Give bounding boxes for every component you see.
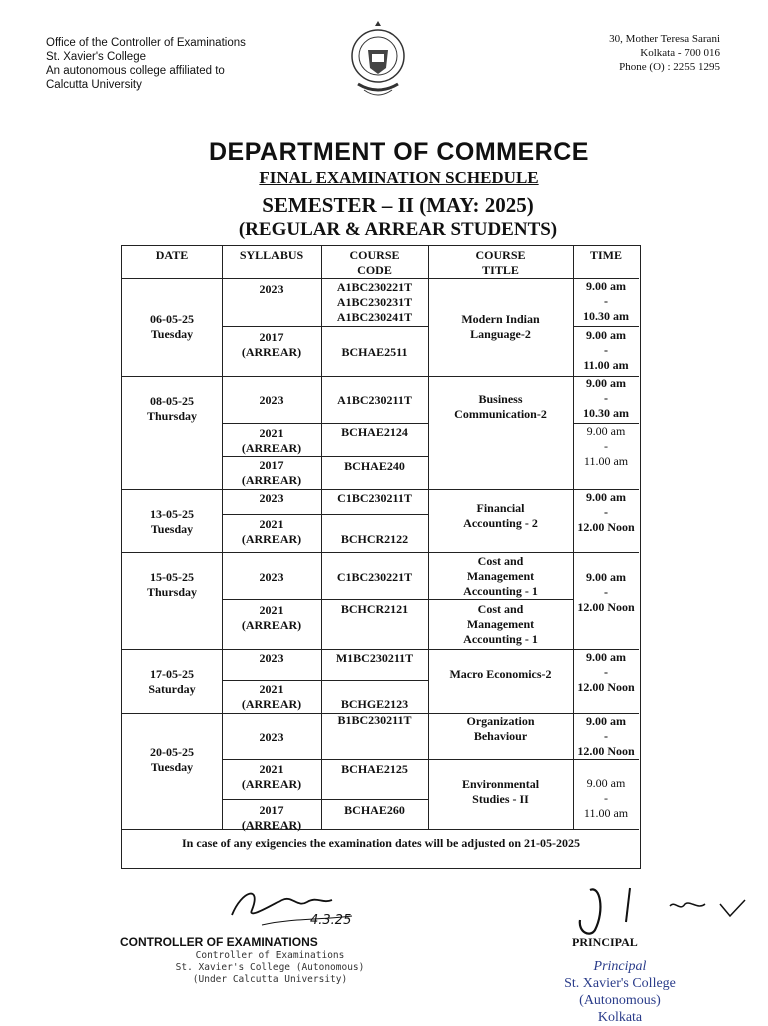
row-time: 9.00 am - 11.00 am [583, 328, 629, 372]
row-divider [122, 376, 639, 377]
svg-text:4.3.25: 4.3.25 [310, 913, 352, 928]
office-block [46, 36, 246, 92]
row-course-code: M1BC230211T [335, 651, 414, 665]
row-syllabus: 2023 [259, 393, 284, 407]
row-divider [122, 829, 639, 830]
row-divider [122, 649, 639, 650]
controller-stamp-line: Controller of Examinations [195, 950, 345, 961]
row-syllabus: 2023 [259, 491, 284, 505]
principal-stamp [520, 958, 720, 1026]
row-course-code: BCHAE2125 [341, 762, 408, 776]
row-syllabus: 2017 (ARREAR) [241, 458, 302, 487]
address-block [500, 32, 720, 74]
header-syllabus: SYLLABUS [239, 248, 304, 262]
row-course-code: BCHCR2121 [340, 602, 409, 616]
row-date: 15-05-25 Thursday [146, 570, 198, 599]
row-course-title: Modern Indian Language-2 [461, 312, 540, 341]
row-syllabus: 2021 (ARREAR) [241, 426, 302, 455]
row-course-code: BCHAE240 [344, 459, 405, 473]
principal-stamp-line: Kolkata [597, 1010, 643, 1025]
sub-divider [222, 456, 428, 457]
row-date: 06-05-25 Tuesday [150, 312, 194, 341]
row-syllabus: 2017 (ARREAR) [241, 803, 302, 832]
controller-stamp [150, 950, 390, 986]
row-course-code: BCHAE2511 [341, 345, 408, 359]
row-course-title: Cost and Management Accounting - 1 [463, 602, 538, 646]
header-course-title: COURSE TITLE [475, 248, 526, 277]
row-date: 08-05-25 Thursday [146, 394, 198, 423]
row-syllabus: 2021 (ARREAR) [241, 762, 302, 791]
row-course-code: C1BC230221T [336, 570, 413, 584]
row-course-code: C1BC230211T [337, 491, 412, 505]
row-syllabus: 2017 (ARREAR) [241, 330, 302, 359]
row-course-title: Macro Economics-2 [449, 667, 552, 681]
row-time: 9.00 am - 10.30 am [583, 279, 629, 323]
row-time: 9.00 am - 12.00 Noon [577, 714, 635, 758]
office-line: St. Xavier's College [46, 51, 146, 63]
sub-divider [222, 326, 428, 327]
row-course-title: Cost and Management Accounting - 1 [463, 554, 538, 598]
address-line: Phone (O) : 2255 1295 [619, 61, 720, 73]
row-syllabus: 2023 [259, 282, 284, 296]
row-course-code: BCHGE2123 [340, 697, 409, 711]
sub-divider [573, 759, 639, 760]
row-time: 9.00 am - 11.00 am [583, 424, 629, 468]
schedule-table [121, 245, 641, 869]
principal-stamp-line: Principal [593, 959, 647, 974]
header-time: TIME [589, 248, 622, 262]
row-syllabus: 2023 [259, 570, 284, 584]
principal-stamp-line: (Autonomous) [579, 993, 661, 1008]
row-date: 17-05-25 Saturday [148, 667, 196, 696]
department-title: DEPARTMENT OF COMMERCE [209, 138, 589, 166]
students-title: (REGULAR & ARREAR STUDENTS) [238, 219, 558, 240]
college-seal-icon [346, 20, 410, 104]
sub-divider [222, 599, 573, 600]
office-line: An autonomous college affiliated to [46, 65, 225, 77]
row-course-code: A1BC230221T A1BC230231T A1BC230241T [336, 280, 413, 324]
header-course-code: COURSE CODE [349, 248, 400, 277]
row-course-title: Financial Accounting - 2 [463, 501, 538, 530]
row-course-code: BCHAE2124 [341, 425, 408, 439]
row-syllabus: 2023 [259, 651, 284, 665]
office-line: Calcutta University [46, 79, 142, 91]
row-divider [122, 489, 639, 490]
schedule-title-text: FINAL EXAMINATION SCHEDULE [259, 168, 539, 187]
address-line: 30, Mother Teresa Sarani [609, 33, 720, 45]
sub-divider [222, 680, 428, 681]
sub-divider [573, 326, 639, 327]
sub-divider [222, 423, 428, 424]
controller-stamp-line: St. Xavier's College (Autonomous) [175, 962, 365, 973]
semester-title: SEMESTER – II (MAY: 2025) [262, 193, 534, 217]
controller-stamp-line: (Under Calcutta University) [192, 974, 348, 985]
row-date: 13-05-25 Tuesday [150, 507, 194, 536]
row-course-code: BCHAE260 [344, 803, 405, 817]
row-course-code: A1BC230211T [337, 393, 412, 407]
row-course-title: Environmental Studies - II [461, 777, 540, 806]
principal-title: PRINCIPAL [572, 935, 638, 949]
office-line: Office of the Controller of Examinations [46, 37, 246, 49]
row-time: 9.00 am - 10.30 am [583, 376, 629, 420]
row-course-code: BCHCR2122 [340, 532, 409, 546]
sub-divider [222, 799, 428, 800]
row-course-code: B1BC230211T [337, 713, 412, 727]
row-syllabus: 2023 [259, 730, 284, 744]
row-time: 9.00 am - 11.00 am [583, 776, 629, 820]
sub-divider [222, 759, 573, 760]
row-syllabus: 2021 (ARREAR) [241, 603, 302, 632]
row-divider [122, 278, 639, 279]
row-course-title: Business Communication-2 [454, 392, 547, 421]
row-time: 9.00 am - 12.00 Noon [577, 570, 635, 614]
row-course-title: Organization Behaviour [466, 714, 535, 743]
row-time: 9.00 am - 12.00 Noon [577, 490, 635, 534]
principal-signature-icon [560, 880, 760, 940]
row-date: 20-05-25 Tuesday [150, 745, 194, 774]
header-date: DATE [155, 248, 189, 262]
address-line: Kolkata - 700 016 [640, 47, 720, 59]
principal-stamp-line: St. Xavier's College [564, 976, 676, 991]
row-time: 9.00 am - 12.00 Noon [577, 650, 635, 694]
exigency-note: In case of any exigencies the examination dates will be adjusted on 21-05-2025 [182, 836, 580, 850]
schedule-title [0, 168, 768, 188]
row-divider [122, 552, 639, 553]
row-syllabus: 2021 (ARREAR) [241, 517, 302, 546]
controller-signature-icon [222, 880, 362, 930]
sub-divider [222, 514, 428, 515]
row-syllabus: 2021 (ARREAR) [241, 682, 302, 711]
controller-title: CONTROLLER OF EXAMINATIONS [120, 935, 318, 949]
